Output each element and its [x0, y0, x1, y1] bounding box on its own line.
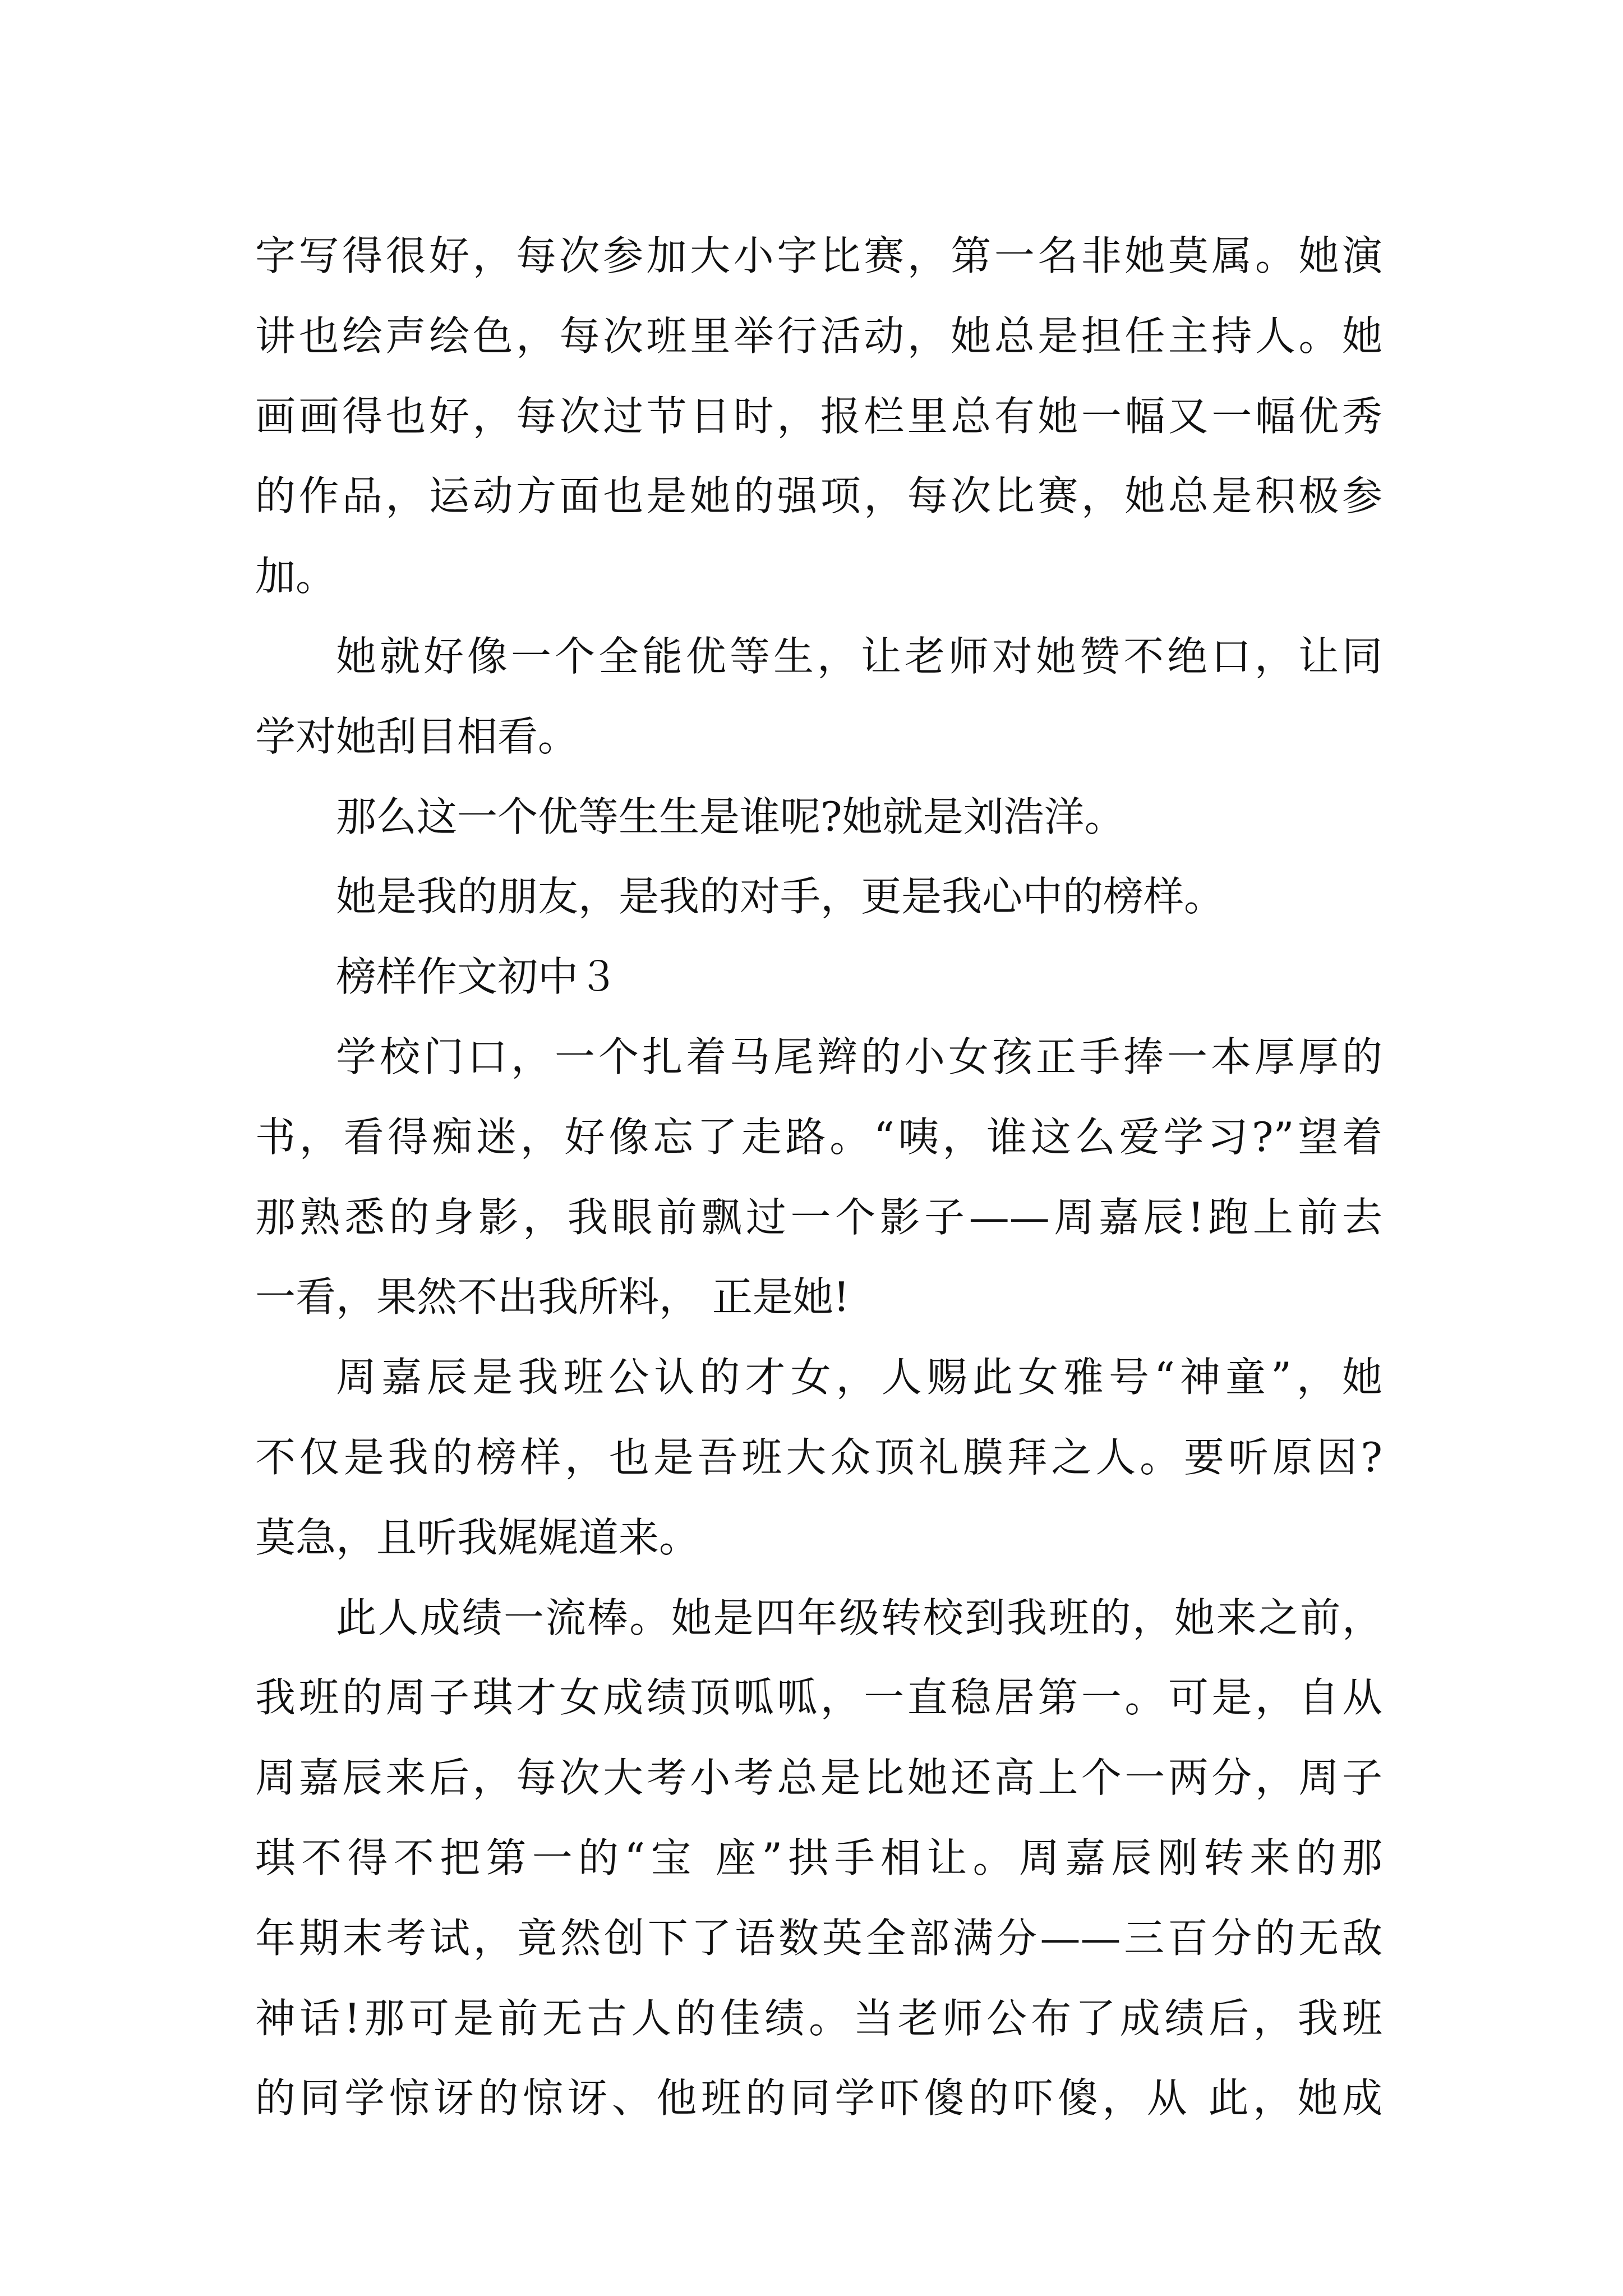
text-line: 学对她刮目相看。: [255, 712, 579, 760]
text-line: 那熟悉的身影，我眼前飘过一个影子——周嘉辰!跑上前去: [255, 1193, 1382, 1241]
text-line: 学校门口，一个扎着马尾辫的小女孩正手捧一本厚厚的: [336, 1033, 1382, 1080]
text-line: 神话!那可是前无古人的佳绩。当老师公布了成绩后，我班: [255, 1994, 1382, 2042]
text-line: 书，看得痴迷，好像忘了走路。“咦，谁这么爱学习?”望着: [255, 1113, 1382, 1161]
body-text: [255, 216, 1382, 2138]
text-line: 她是我的朋友，是我的对手，更是我心中的榜样。: [336, 873, 1225, 921]
text-line: 周嘉辰来后，每次大考小考总是比她还高上个一两分，周子: [255, 1754, 1382, 1802]
text-line: 的作品，运动方面也是她的强项，每次比赛，她总是积极参: [255, 472, 1382, 520]
text-line: 字写得很好，每次参加大小字比赛，第一名非她莫属。她演: [255, 232, 1382, 279]
text-line: 榜样作文初中３: [336, 953, 619, 1001]
text-line: 画画得也好，每次过节日时，报栏里总有她一幅又一幅优秀: [255, 392, 1382, 440]
text-line: 此人成绩一流棒。她是四年级转校到我班的，她来之前，: [336, 1594, 1382, 1641]
text-line: 周嘉辰是我班公认的才女，人赐此女雅号“神童”，她: [336, 1354, 1382, 1401]
text-line: 那么这一个优等生生是谁呢?她就是刘浩洋。: [336, 793, 1125, 840]
text-line: 年期末考试，竟然创下了语数英全部满分——三百分的无敌: [255, 1914, 1382, 1962]
text-line: 不仅是我的榜样，也是吾班大众顶礼膜拜之人。要听原因?: [255, 1433, 1382, 1481]
text-line: 她就好像一个全能优等生，让老师对她赞不绝口，让同: [336, 632, 1382, 680]
text-line: 琪不得不把第一的“宝 座”拱手相让。周嘉辰刚转来的那: [255, 1834, 1382, 1881]
text-line: 加。: [255, 553, 336, 600]
text-line: 的同学惊讶的惊讶、他班的同学吓傻的吓傻，从 此，她成: [255, 2074, 1382, 2122]
text-line: 我班的周子琪才女成绩顶呱呱，一直稳居第一。可是，自从: [255, 1674, 1382, 1722]
text-line: 一看，果然不出我所料， 正是她!: [255, 1273, 850, 1321]
text-line: 莫急，且听我娓娓道来。: [255, 1513, 700, 1561]
text-line: 讲也绘声绘色，每次班里举行活动，她总是担任主持人。她: [255, 312, 1382, 360]
